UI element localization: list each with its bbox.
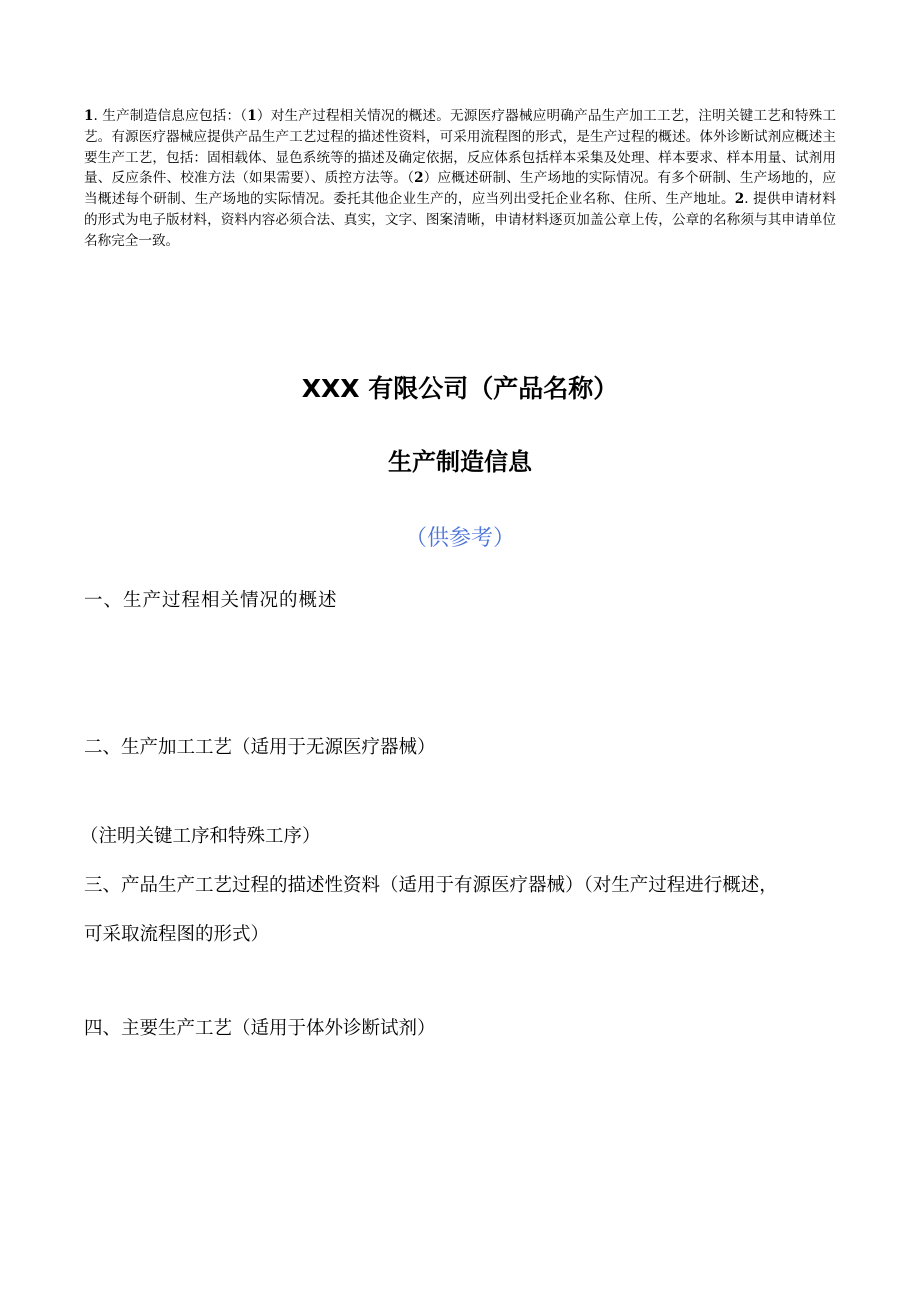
instructions-paragraph	[84, 106, 836, 252]
section-heading-4: 四、主要生产工艺（适用于体外诊断试剂）	[84, 1018, 436, 1039]
sub-number-2: 2	[414, 170, 424, 187]
section-heading-2: 二、生产加工工艺（适用于无源医疗器械）	[84, 737, 436, 758]
instructions-text-d: . 提供申请材料的形式为电子版材料，资料内容必须合法、真实，文字、图案清晰，申请材料逐页加盖公章上传，公章的名称须与其申请单位名称完全一致。	[84, 191, 836, 249]
section-2-note: （注明关键工序和特殊工序）	[80, 826, 321, 847]
instructions-text-c: ）应概述研制、生产场地的实际情况。有多个研制、生产场地的，应当概述每个研制、生产场地的实际情况。委托其他企业生产的，应当列出受托企业名称、住所、生产地址。	[84, 170, 836, 208]
instructions-text-b: ）对生产过程相关情况的概述。无源医疗器械应明确产品生产加工工艺，注明关键工艺和特殊工艺。有源医疗器械应提供产品生产工艺过程的描述性资料，可采用流程图的形式，是生产过程的概述。体外诊断试剂应概述主要生产工艺，包括：固相载体、显色系统等的描述及确定依据，反应体系包括样本采集及处理、样本要求、样本用量、试剂用量、反应条件、校准方法（如果需要）、质控方法等。（	[84, 108, 836, 187]
item-number-1: 1	[84, 108, 94, 124]
item-number-2: 2	[734, 191, 745, 208]
section-heading-1: 一、生产过程相关情况的概述	[84, 590, 338, 611]
instructions-text-a: . 生产制造信息应包括：（	[93, 108, 248, 124]
section-heading-3: 三、产品生产工艺过程的描述性资料（适用于有源医疗器械）（对生产过程进行概述，	[84, 875, 778, 896]
section-heading-3-continued: 可采取流程图的形式）	[84, 924, 270, 945]
document-subtitle: 生产制造信息	[388, 448, 532, 476]
sub-number-1: 1	[247, 108, 257, 124]
document-title: XXX 有限公司（产品名称）	[301, 374, 619, 403]
reference-note: （供参考）	[404, 526, 515, 551]
